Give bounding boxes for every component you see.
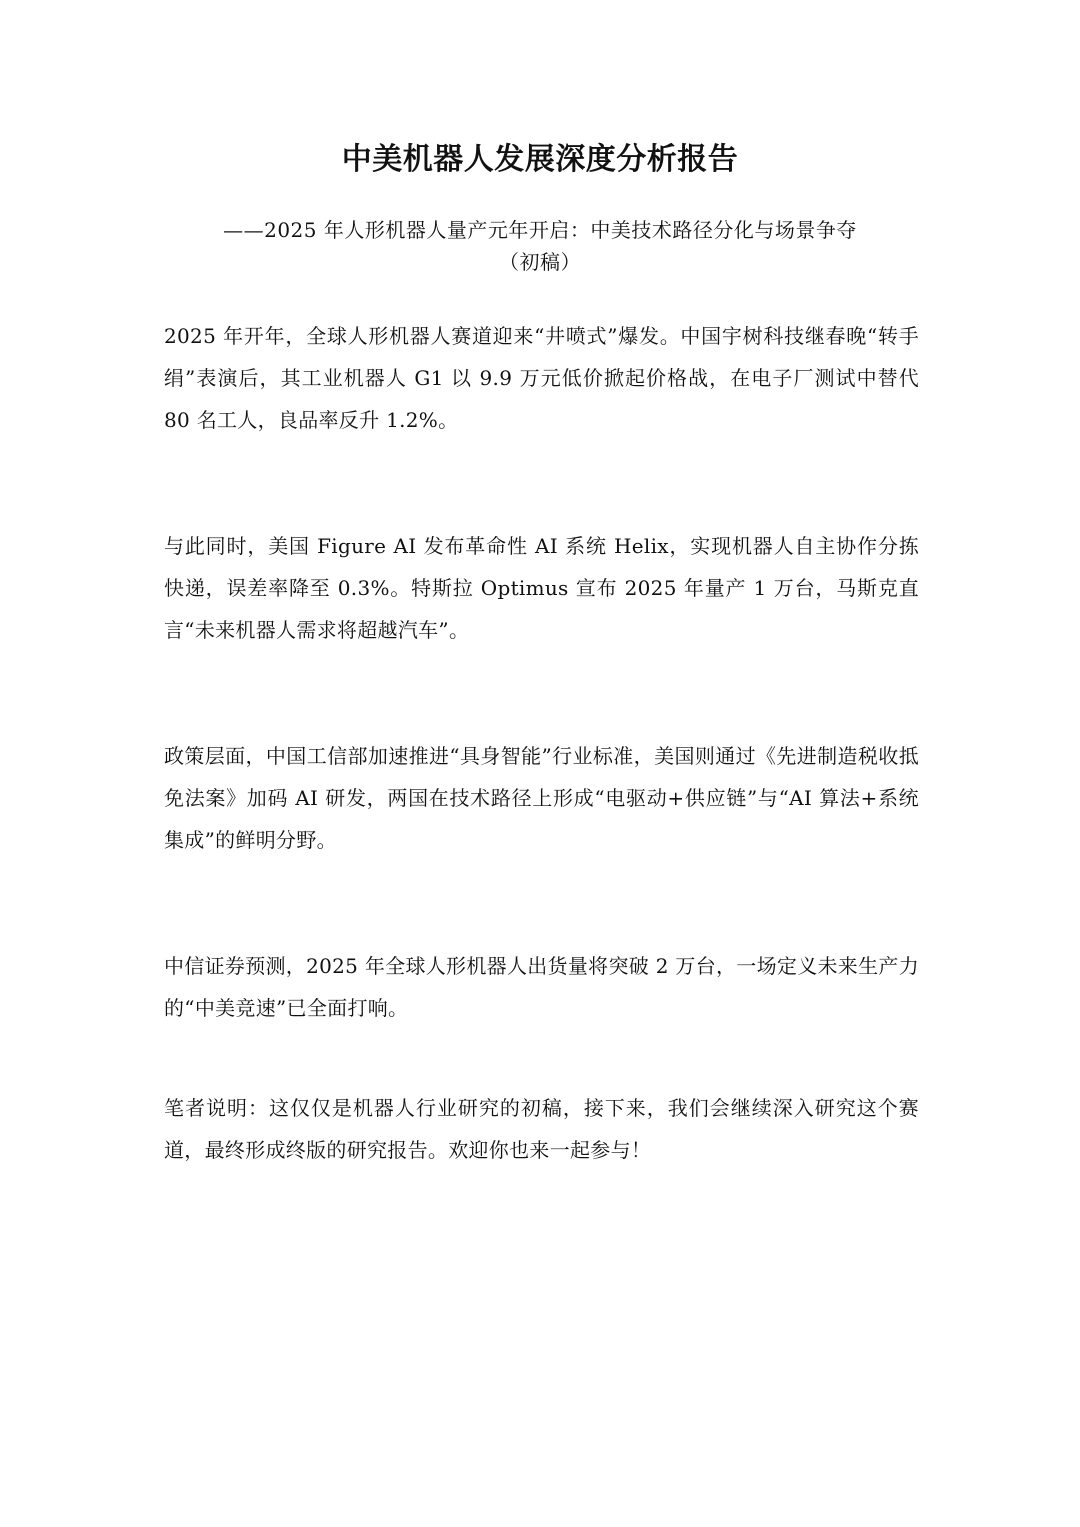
paragraph-5: 笔者说明：这仅仅是机器人行业研究的初稿，接下来，我们会继续深入研究这个赛道，最终形成终版的研究报告。欢迎你也来一起参与！ <box>164 1096 919 1162</box>
paragraph-4: 中信证券预测，2025 年全球人形机器人出货量将突破 2 万台，一场定义未来生产力的“中美竞速”已全面打响。 <box>164 954 919 1020</box>
subtitle-line-1: ——2025 年人形机器人量产元年开启：中美技术路径分化与场景争夺 <box>223 218 857 242</box>
document-body <box>164 315 919 1255</box>
paragraph-1: 2025 年开年，全球人形机器人赛道迎来“井喷式”爆发。中国宇树科技继春晚“转手绢”表演后，其工业机器人 G1 以 9.9 万元低价掀起价格战，在电子厂测试中替代 80 名工人，良品率反升 1.2%。 <box>164 324 919 432</box>
document-title: 中美机器人发展深度分析报告 <box>341 142 739 177</box>
subtitle-line-2: （初稿） <box>499 250 581 274</box>
paragraph-3: 政策层面，中国工信部加速推进“具身智能”行业标准，美国则通过《先进制造税收抵免法案》加码 AI 研发，两国在技术路径上形成“电驱动+供应链”与“AI 算法+系统集成”的鲜明分野。 <box>164 744 919 852</box>
document-subtitle <box>160 214 920 278</box>
paragraph-2: 与此同时，美国 Figure AI 发布革命性 AI 系统 Helix，实现机器人自主协作分拣快递，误差率降至 0.3%。特斯拉 Optimus 宣布 2025 年量产 1 万台，马斯克直言“未来机器人需求将超越汽车”。 <box>164 534 919 642</box>
